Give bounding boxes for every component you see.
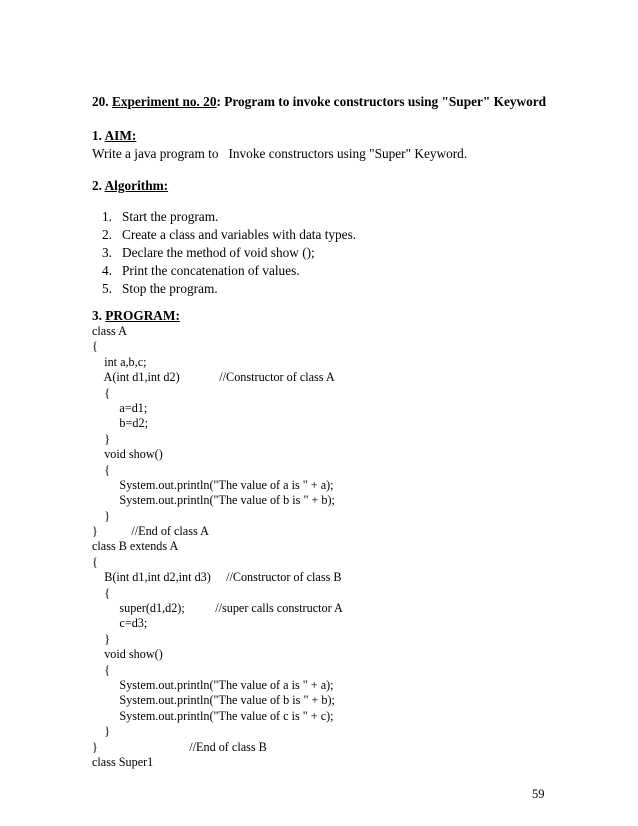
- page-number: 59: [532, 787, 545, 801]
- algorithm-heading: [92, 178, 168, 194]
- code-line: } //End of class A: [92, 524, 209, 539]
- code-line: System.out.println("The value of a is " + a);: [92, 477, 334, 492]
- heading-title: : Program to invoke constructors using "Super" Keyword: [216, 94, 547, 109]
- code-line: class B extends A: [92, 539, 179, 554]
- algorithm-number: 2.: [92, 178, 105, 193]
- algorithm-title: Algorithm:: [104, 178, 169, 193]
- code-line: }: [92, 724, 111, 739]
- algorithm-step: 3. Declare the method of void show ();: [102, 245, 315, 260]
- code-line: {: [92, 462, 111, 477]
- code-line: int a,b,c;: [92, 354, 147, 369]
- code-line: void show(): [92, 647, 163, 662]
- program-heading: [92, 308, 180, 324]
- code-line: System.out.println("The value of b is " + b);: [92, 693, 335, 708]
- program-number: 3.: [92, 308, 106, 323]
- aim-heading: [92, 128, 136, 144]
- algorithm-step: 1. Start the program.: [102, 209, 219, 224]
- code-line: class Super1: [92, 754, 154, 769]
- code-line: } //End of class B: [92, 739, 267, 754]
- code-line: System.out.println("The value of a is " + a);: [92, 677, 334, 692]
- experiment-heading: [92, 94, 546, 110]
- code-line: }: [92, 508, 111, 523]
- code-line: void show(): [92, 447, 163, 462]
- algorithm-step: 4. Print the concatenation of values.: [102, 263, 300, 278]
- heading-prefix: 20.: [92, 94, 112, 109]
- code-line: b=d2;: [92, 416, 148, 431]
- code-line: {: [92, 554, 98, 569]
- code-line: {: [92, 662, 111, 677]
- code-line: {: [92, 339, 98, 354]
- code-line: a=d1;: [92, 400, 148, 415]
- code-line: {: [92, 585, 111, 600]
- code-line: }: [92, 431, 111, 446]
- algorithm-steps: [102, 208, 356, 298]
- code-line: A(int d1,int d2) //Constructor of class A: [92, 370, 335, 385]
- code-line: B(int d1,int d2,int d3) //Constructor of class B: [92, 570, 342, 585]
- code-line: System.out.println("The value of c is " + c);: [92, 708, 334, 723]
- code-line: super(d1,d2); //super calls constructor A: [92, 601, 343, 616]
- code-line: System.out.println("The value of b is " + b);: [92, 493, 335, 508]
- aim-title: AIM:: [104, 128, 137, 143]
- code-line: class A: [92, 324, 127, 338]
- aim-text: Write a java program to Invoke constructors using "Super" Keyword.: [92, 146, 468, 161]
- code-line: {: [92, 385, 111, 400]
- algorithm-step: 2. Create a class and variables with data types.: [102, 227, 357, 242]
- heading-experiment: Experiment no. 20: [111, 94, 217, 109]
- algorithm-step: 5. Stop the program.: [102, 281, 218, 296]
- aim-number: 1.: [92, 128, 105, 143]
- program-title: PROGRAM:: [105, 308, 180, 323]
- code-line: c=d3;: [92, 616, 148, 631]
- program-code: [92, 324, 343, 770]
- code-line: }: [92, 631, 111, 646]
